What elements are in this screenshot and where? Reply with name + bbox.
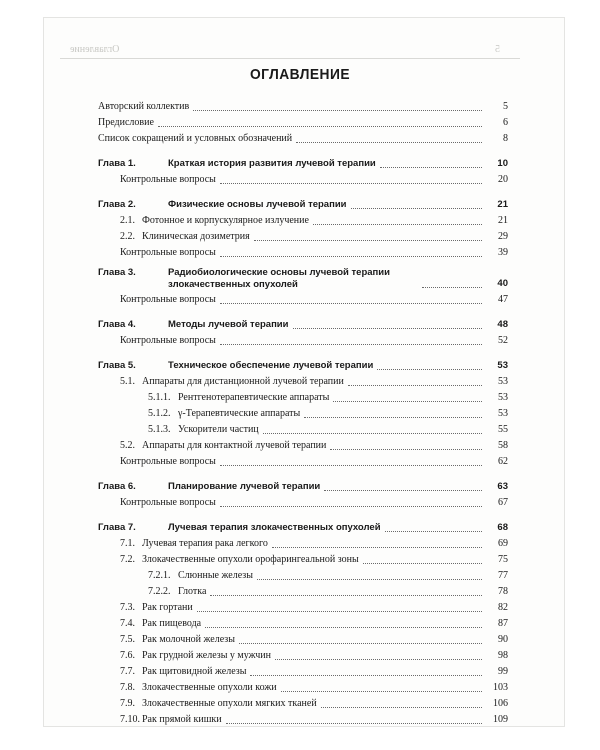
toc-entry-section[interactable] [98,695,508,711]
toc-entry-label: Рак грудной железы у мужчин [142,650,272,661]
leader-dots [380,166,482,168]
toc-entry-label: Злокачественные опухоли орофарингеальной зоны [142,554,359,565]
toc-entry-questions[interactable] [98,494,508,510]
chapter-title: Методы лучевой терапии [168,319,289,330]
chapter-4-entry[interactable] [98,316,508,332]
toc-entry-questions[interactable] [98,171,508,187]
chapter-title: Планирование лучевой терапии [168,481,321,492]
section-number: 7.1. [120,538,135,549]
toc-entry-label: Контрольные вопросы [120,335,216,346]
toc-entry-page: 21 [497,199,508,210]
chapter-number: Глава 1. [98,158,136,169]
toc-entry-questions[interactable] [98,291,508,307]
section-number: 7.10. [120,714,140,725]
toc-entry-page: 48 [497,319,508,330]
leader-dots [220,302,482,304]
toc-entry-section[interactable] [98,437,508,453]
leader-dots [220,505,482,507]
chapter-title: Радиобиологические основы лучевой терапии злокачественных опухолей [168,267,390,290]
toc-entry-page: 82 [498,602,508,613]
leader-dots [193,109,482,111]
toc-entry-page: 68 [497,522,508,533]
toc-entry-page: 10 [497,158,508,169]
chapter-title: Лучевая терапия злокачественных опухолей [168,522,381,533]
toc-entry-page: 98 [498,650,508,661]
toc-entry-page: 20 [498,174,508,185]
toc-entry-page: 47 [498,294,508,305]
toc-entry-subsection[interactable] [98,583,508,599]
leader-dots [205,626,482,628]
toc-entry-label: Рак прямой кишки [142,714,222,725]
leader-dots [263,432,482,434]
subsection-number: 7.2.1. [148,570,171,581]
subsection-number: 7.2.2. [148,586,171,597]
toc-entry-page: 69 [498,538,508,549]
toc-entry-section[interactable] [98,647,508,663]
toc-entry-label: Злокачественные опухоли кожи [142,682,277,693]
leader-dots [330,448,482,450]
toc-entry-label: Глотка [178,586,207,597]
leader-dots [254,239,482,241]
toc-entry-page: 109 [493,714,508,725]
toc-entry-section[interactable] [98,631,508,647]
section-number: 7.4. [120,618,135,629]
leader-dots [293,327,483,329]
leader-dots [296,141,482,143]
leader-dots [377,368,482,370]
toc-entry-label: Контрольные вопросы [120,174,216,185]
toc-entry[interactable] [98,130,508,146]
leader-dots [422,286,482,288]
leader-dots [321,706,482,708]
toc-entry-label: Клиническая дозиметрия [142,231,250,242]
leader-dots [281,690,482,692]
toc-entry-page: 39 [498,247,508,258]
toc-entry-label: Рак молочной железы [142,634,235,645]
leader-dots [158,125,482,127]
toc-entry-label: Ускорители частиц [178,424,259,435]
toc-entry-page: 58 [498,440,508,451]
chapter-number: Глава 2. [98,199,136,210]
toc-entry-label: Предисловие [98,117,154,128]
toc-entry-page: 40 [497,278,508,289]
leader-dots [220,182,482,184]
toc-entry-section[interactable] [98,679,508,695]
leader-dots [363,562,482,564]
chapter-3-entry[interactable] [98,263,508,291]
toc-entry-questions[interactable] [98,244,508,260]
section-number: 7.2. [120,554,135,565]
chapter-title: Техническое обеспечение лучевой терапии [168,360,374,371]
toc-entry-page: 53 [498,392,508,403]
bleed-through-header [60,44,520,59]
toc-entry-section[interactable] [98,551,508,567]
toc-entry-page: 29 [498,231,508,242]
toc-entry-label: Рентгенотерапевтические аппараты [178,392,330,403]
toc-entry-label: Контрольные вопросы [120,497,216,508]
toc-entry-page: 62 [498,456,508,467]
toc-entry-label: Список сокращений и условных обозначений [98,133,293,144]
chapter-7-entry[interactable] [98,519,508,535]
toc-entry-section[interactable] [98,711,508,727]
toc-entry-label: Рак гортани [142,602,193,613]
toc-entry-section[interactable] [98,615,508,631]
leader-dots [351,207,482,209]
chapter-title: Физические основы лучевой терапии [168,199,347,210]
section-number: 2.1. [120,215,135,226]
toc-entry-page: 67 [498,497,508,508]
toc-entry[interactable] [98,98,508,114]
leader-dots [348,384,482,386]
leader-dots [250,674,482,676]
toc-entry-page: 77 [498,570,508,581]
toc-entry-page: 53 [498,376,508,387]
toc-entry-label: Рак пищевода [142,618,202,629]
section-number: 7.7. [120,666,135,677]
toc-entry-section[interactable] [98,535,508,551]
toc-entry-page: 21 [498,215,508,226]
toc-entry-label: Рак щитовидной железы [142,666,247,677]
section-number: 7.8. [120,682,135,693]
toc-entry-page: 78 [498,586,508,597]
toc-entry-page: 103 [493,682,508,693]
toc-entry-label: Аппараты для дистанционной лучевой терапии [142,376,344,387]
toc-entry-page: 90 [498,634,508,645]
leader-dots [220,255,482,257]
toc-entry-subsection[interactable] [98,421,508,437]
page-title: ОГЛАВЛЕНИЕ [249,66,351,83]
section-number: 7.5. [120,634,135,645]
chapter-title: Краткая история развития лучевой терапии [168,158,376,169]
leader-dots [313,223,482,225]
leader-dots [210,594,482,596]
section-number: 7.3. [120,602,135,613]
toc-entry-page: 5 [503,101,508,112]
chapter-number: Глава 6. [98,481,136,492]
chapter-number: Глава 5. [98,360,136,371]
toc-entry-page: 87 [498,618,508,629]
toc-entry-questions[interactable] [98,453,508,469]
toc-entry-questions[interactable] [98,332,508,348]
table-of-contents [98,98,508,727]
toc-entry-label: Фотонное и корпускулярное излучение [142,215,309,226]
section-number: 7.9. [120,698,135,709]
bleed-header-right: 5 [495,44,500,55]
bleed-header-left: Оглавление [70,44,120,55]
toc-entry-label: Слюнные железы [178,570,253,581]
toc-entry-section[interactable] [98,228,508,244]
toc-entry-label: γ-Терапевтические аппараты [178,408,301,419]
leader-dots [220,464,482,466]
toc-entry-subsection[interactable] [98,389,508,405]
toc-entry-label: Контрольные вопросы [120,294,216,305]
subsection-number: 5.1.1. [148,392,171,403]
leader-dots [226,722,482,724]
toc-entry-page: 63 [497,481,508,492]
leader-dots [257,578,482,580]
toc-entry-label: Контрольные вопросы [120,247,216,258]
toc-entry-page: 99 [498,666,508,677]
chapter-2-entry[interactable] [98,196,508,212]
toc-entry-label: Авторский коллектив [98,101,190,112]
section-number: 7.6. [120,650,135,661]
toc-entry-section[interactable] [98,663,508,679]
toc-entry[interactable] [98,114,508,130]
toc-entry-section[interactable] [98,599,508,615]
leader-dots [220,343,482,345]
toc-entry-page: 53 [498,408,508,419]
chapter-number: Глава 3. [98,267,136,278]
toc-entry-page: 52 [498,335,508,346]
leader-dots [272,546,482,548]
subsection-number: 5.1.3. [148,424,171,435]
subsection-number: 5.1.2. [148,408,171,419]
section-number: 2.2. [120,231,135,242]
toc-entry-section[interactable] [98,212,508,228]
toc-entry-page: 8 [503,133,508,144]
chapter-1-entry[interactable] [98,155,508,171]
toc-entry-label: Лучевая терапия рака легкого [142,538,268,549]
chapter-number: Глава 4. [98,319,136,330]
toc-entry-subsection[interactable] [98,405,508,421]
toc-entry-page: 6 [503,117,508,128]
leader-dots [385,530,482,532]
chapter-number: Глава 7. [98,522,136,533]
toc-entry-label: Злокачественные опухоли мягких тканей [142,698,317,709]
toc-entry-page: 106 [493,698,508,709]
toc-entry-label: Контрольные вопросы [120,456,216,467]
toc-entry-page: 53 [497,360,508,371]
leader-dots [304,416,482,418]
leader-dots [239,642,482,644]
chapter-6-entry[interactable] [98,478,508,494]
toc-entry-page: 55 [498,424,508,435]
toc-entry-subsection[interactable] [98,567,508,583]
leader-dots [275,658,482,660]
leader-dots [324,489,482,491]
toc-entry-section[interactable] [98,373,508,389]
chapter-5-entry[interactable] [98,357,508,373]
leader-dots [333,400,482,402]
toc-entry-label: Аппараты для контактной лучевой терапии [142,440,327,451]
section-number: 5.2. [120,440,135,451]
section-number: 5.1. [120,376,135,387]
leader-dots [197,610,482,612]
toc-entry-page: 75 [498,554,508,565]
